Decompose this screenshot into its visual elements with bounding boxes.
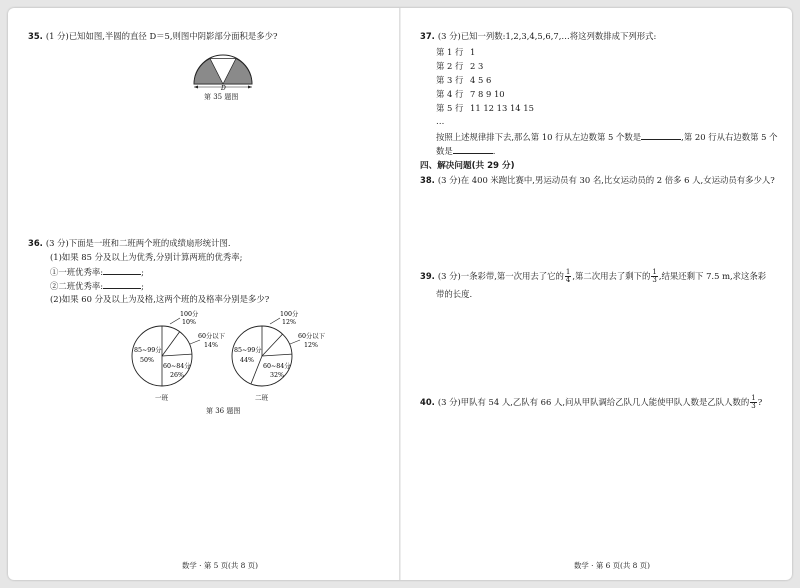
slice-percent-60-84: 32% xyxy=(270,372,284,379)
diameter-label: D xyxy=(221,85,226,90)
part1-b-label: ②二班优秀率: xyxy=(50,281,104,291)
fraction-numerator: 1 xyxy=(652,268,657,276)
q36-part1: (1)如果 85 分及以上为优秀,分别计算两班的优秀率; xyxy=(50,252,243,262)
slice-label-below-60: 60分以下 xyxy=(198,333,225,340)
row-label: 第 1 行 xyxy=(436,47,464,57)
answer-blank[interactable] xyxy=(103,279,141,289)
pie-chart-class-2 xyxy=(218,306,328,406)
fraction-one-third xyxy=(750,395,756,410)
question-number: 35. xyxy=(28,31,43,41)
q39-continuation: 带的长度. xyxy=(436,289,473,299)
slice-label-below-60: 60分以下 xyxy=(298,333,325,340)
label-leader-line xyxy=(270,318,280,324)
figure-35-caption: 第 35 题图 xyxy=(204,93,239,101)
sequence-row-5 xyxy=(436,102,534,115)
semicolon: ; xyxy=(141,281,144,291)
label-leader-line xyxy=(290,340,300,344)
exam-sheet xyxy=(8,8,792,580)
sequence-row-1 xyxy=(436,46,475,59)
semicolon: ; xyxy=(141,267,144,277)
question-number: 36. xyxy=(28,238,43,248)
question-35 xyxy=(28,30,278,43)
question-number: 39. xyxy=(420,271,435,281)
question-40 xyxy=(420,395,762,410)
slice-percent-below-60: 12% xyxy=(304,342,318,349)
question-36 xyxy=(28,237,231,250)
question-text: (3 分)已知一列数:1,2,3,4,5,6,7,…将这列数排成下列形式: xyxy=(437,31,657,41)
question-number: 38. xyxy=(420,175,435,185)
answer-blank[interactable] xyxy=(641,130,681,140)
slice-percent-below-60: 14% xyxy=(204,342,218,349)
question-37 xyxy=(420,30,656,43)
question-text: ,结果还剩下 7.5 m,求这条彩 xyxy=(658,271,767,281)
sequence-row-3 xyxy=(436,74,491,87)
slice-percent-60-84: 26% xyxy=(170,372,184,379)
q37-question-line-2 xyxy=(436,144,495,158)
q37-question-line-1 xyxy=(436,130,777,144)
row-values: 7 8 9 10 xyxy=(470,89,505,99)
sequence-row-4 xyxy=(436,88,505,101)
arrow-head-right xyxy=(248,86,252,89)
question-number: 40. xyxy=(420,397,435,407)
q36-part1-b xyxy=(50,279,144,293)
question-text: ,第二次用去了剩下的 xyxy=(572,271,651,281)
semicircle-figure xyxy=(188,46,258,90)
row-label: 第 5 行 xyxy=(436,103,464,113)
q36-part2: (2)如果 60 分及以上为及格,这两个班的及格率分别是多少? xyxy=(50,294,270,304)
question-38 xyxy=(420,174,775,187)
row-values: 4 5 6 xyxy=(470,75,492,85)
question-text: (3 分)在 400 米跑比赛中,男运动员有 30 名,比女运动员的 2 倍多 6 人,女运动员有多少人? xyxy=(437,175,775,185)
slice-label-100: 100分 xyxy=(280,311,299,318)
question-text: (3 分)一条彩带,第一次用去了它的 xyxy=(437,271,564,281)
question-text: (1 分)已知如图,半圆的直径 D＝5,则图中阴影部分面积是多少? xyxy=(45,31,278,41)
shaded-region-right xyxy=(223,59,252,85)
fraction-one-quarter xyxy=(565,269,571,284)
slice-label-60-84: 60~84分 xyxy=(263,363,291,370)
question-text: ? xyxy=(757,397,763,407)
row-label: 第 4 行 xyxy=(436,89,464,99)
question-39 xyxy=(420,269,766,284)
fraction-denominator: 3 xyxy=(751,402,756,410)
question-number: 37. xyxy=(420,31,435,41)
label-leader-line xyxy=(170,318,180,324)
slice-percent-100: 12% xyxy=(282,319,296,326)
pie-chart-class-1 xyxy=(118,306,228,406)
slice-percent-100: 10% xyxy=(182,319,196,326)
row-values: 1 xyxy=(470,47,476,57)
page-footer-left: 数学 · 第 5 页(共 8 页) xyxy=(182,561,258,570)
slice-percent-85-99: 44% xyxy=(240,357,254,364)
row-values: 2 3 xyxy=(470,61,484,71)
part1-a-label: ①一班优秀率: xyxy=(50,267,104,277)
fraction-one-third xyxy=(651,269,657,284)
page-footer-right: 数学 · 第 6 页(共 8 页) xyxy=(574,561,650,570)
question-text: (3 分)甲队有 54 人,乙队有 66 人,问从甲队调给乙队几人能使甲队人数是乙队人数的 xyxy=(437,397,750,407)
sequence-ellipsis: … xyxy=(436,116,445,126)
question-text: ,第 20 行从右边数第 5 个 xyxy=(681,132,778,142)
slice-label-100: 100分 xyxy=(180,311,199,318)
fraction-denominator: 4 xyxy=(565,276,571,284)
fraction-denominator: 3 xyxy=(652,276,657,284)
question-text: 数是 xyxy=(436,146,453,156)
question-text: (3 分)下面是一班和二班两个班的成绩扇形统计图. xyxy=(45,238,231,248)
pie-name: 一班 xyxy=(155,394,169,402)
right-page xyxy=(400,8,792,580)
slice-percent-85-99: 50% xyxy=(140,357,154,364)
slice-label-85-99: 85~99分 xyxy=(134,347,162,354)
q36-part1-a xyxy=(50,265,144,279)
slice-label-85-99: 85~99分 xyxy=(234,347,262,354)
pie-name: 二班 xyxy=(255,394,269,402)
fraction-numerator: 1 xyxy=(565,268,571,276)
period: . xyxy=(492,146,496,156)
figure-36-caption: 第 36 题图 xyxy=(206,407,241,415)
shaded-region-left xyxy=(194,59,223,85)
answer-blank[interactable] xyxy=(453,144,493,154)
section-heading: 四、解决问题(共 29 分) xyxy=(420,161,515,171)
left-page xyxy=(8,8,400,580)
arrow-head-left xyxy=(194,86,198,89)
question-text: 按照上述规律排下去,那么第 10 行从左边数第 5 个数是 xyxy=(436,132,642,142)
row-values: 11 12 13 14 15 xyxy=(470,103,534,113)
fraction-numerator: 1 xyxy=(751,394,756,402)
sequence-row-2 xyxy=(436,60,483,73)
row-label: 第 2 行 xyxy=(436,61,464,71)
slice-label-60-84: 60~84分 xyxy=(163,363,191,370)
row-label: 第 3 行 xyxy=(436,75,464,85)
answer-blank[interactable] xyxy=(103,265,141,275)
label-leader-line xyxy=(190,340,200,344)
